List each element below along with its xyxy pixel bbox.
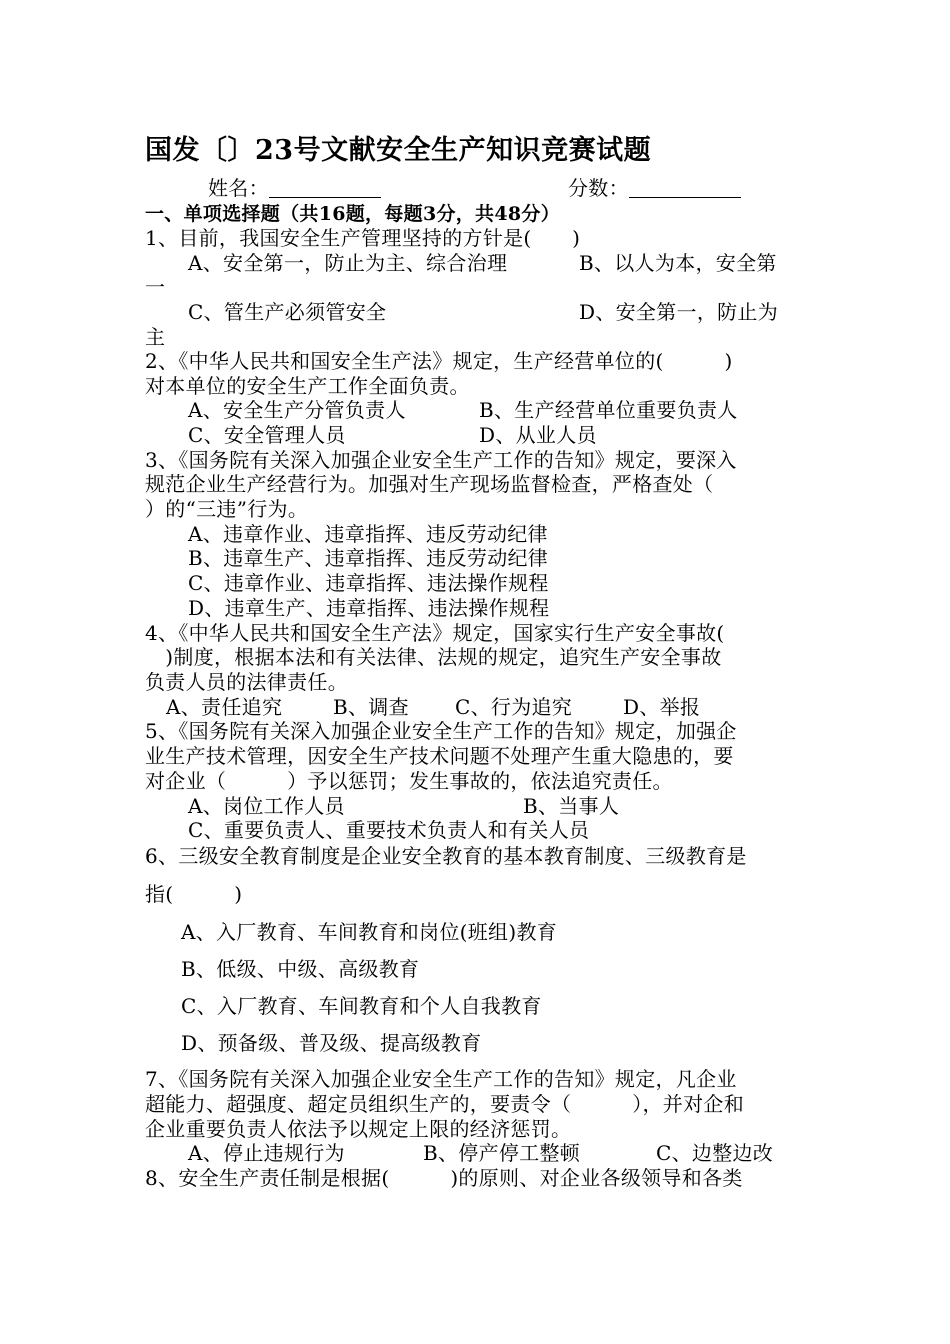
question-4-option-d: D、举报 (623, 695, 701, 719)
question-5-stem-line-1: 5、《国务院有关深入加强企业安全生产工作的告知》规定，加强企 (145, 719, 737, 743)
question-2-option-c: C、安全管理人员 (188, 423, 346, 447)
question-3-stem-line-1: 3、《国务院有关深入加强企业安全生产工作的告知》规定，要深入 (145, 448, 737, 472)
question-3-stem-line-2: 规范企业生产经营行为。加强对生产现场监督检查，严格查处（ (145, 472, 714, 496)
question-3-option-b: B、违章生产、违章指挥、违反劳动纪律 (188, 546, 549, 570)
question-7-stem-line-1: 7、《国务院有关深入加强企业安全生产工作的告知》规定，凡企业 (145, 1067, 737, 1091)
question-3-stem-line-3: ）的“三违”行为。 (145, 497, 309, 521)
score-blank (629, 177, 741, 198)
question-5-option-b: B、当事人 (523, 794, 620, 818)
question-6-stem-line-1: 6、三级安全教育制度是企业安全教育的基本教育制度、三级教育是 (145, 844, 747, 868)
question-6-option-c: C、入厂教育、车间教育和个人自我教育 (181, 994, 542, 1018)
question-5-option-c: C、重要负责人、重要技术负责人和有关人员 (188, 818, 590, 842)
question-1-option-d-wrap: 主 (145, 325, 166, 349)
question-4-option-a: A、责任追究 (166, 695, 283, 719)
question-6-option-a: A、入厂教育、车间教育和岗位(班组)教育 (181, 920, 558, 944)
question-6-option-b: B、低级、中级、高级教育 (181, 957, 420, 981)
question-2-stem-line-2: 对本单位的安全生产工作全面负责。 (145, 374, 470, 398)
question-1-option-d: D、安全第一，防止为 (579, 300, 779, 324)
question-8-stem-line-1: 8、安全生产责任制是根据( )的原则、对企业各级领导和各类 (145, 1166, 743, 1190)
question-4-stem-line-1: 4、《中华人民共和国安全生产法》规定，国家实行生产安全事故( (145, 621, 725, 645)
question-5-stem-line-3: 对企业（ ）予以惩罚；发生事故的，依法追究责任。 (145, 769, 673, 793)
question-7-stem-line-2: 超能力、超强度、超定员组织生产的，要责令（ ），并对企和 (145, 1092, 744, 1116)
document-title: 国发〔〕23号文献安全生产知识竞赛试题 (145, 135, 652, 166)
question-2-option-d: D、从业人员 (479, 423, 597, 447)
question-1-option-b-wrap: 一 (145, 275, 166, 299)
question-4-option-b: B、调查 (333, 695, 409, 719)
question-2-option-b: B、生产经营单位重要负责人 (479, 398, 738, 422)
name-blank (269, 177, 381, 198)
question-1-option-a: A、安全第一，防止为主、综合治理 (188, 251, 508, 275)
score-field (568, 176, 741, 200)
question-7-option-b: B、停产停工整顿 (423, 1141, 581, 1165)
question-7-stem-line-3: 企业重要负责人依法予以规定上限的经济惩罚。 (145, 1117, 572, 1141)
question-4-stem-line-2: )制度，根据本法和有关法律、法规的规定，追究生产安全事故 (145, 645, 722, 669)
question-7-option-a: A、停止违规行为 (188, 1141, 345, 1165)
question-2-stem-line-1: 2、《中华人民共和国安全生产法》规定，生产经营单位的( ) (145, 349, 733, 373)
section-heading: 一、单项选择题（共16题，每题3分，共48分） (145, 203, 561, 225)
question-3-option-d: D、违章生产、违章指挥、违法操作规程 (188, 596, 550, 620)
question-1-stem: 1、目前，我国安全生产管理坚持的方针是( ) (145, 226, 581, 250)
question-4-stem-line-3: 负责人员的法律责任。 (145, 670, 348, 694)
question-5-option-a: A、岗位工作人员 (188, 794, 345, 818)
question-1-option-c: C、管生产必须管安全 (188, 300, 387, 324)
question-1-option-b: B、以人为本，安全第 (579, 251, 777, 275)
question-6-stem-line-2: 指( ) (145, 882, 243, 906)
question-2-option-a: A、安全生产分管负责人 (188, 398, 406, 422)
name-label: 姓名： (208, 176, 269, 200)
question-3-option-c: C、违章作业、违章指挥、违法操作规程 (188, 571, 549, 595)
question-3-option-a: A、违章作业、违章指挥、违反劳动纪律 (188, 522, 548, 546)
score-label: 分数： (568, 176, 629, 200)
question-4-option-c: C、行为追究 (455, 695, 573, 719)
question-6-option-d: D、预备级、普及级、提高级教育 (181, 1031, 482, 1055)
name-field (208, 176, 381, 200)
question-7-option-c: C、边整边改 (656, 1141, 774, 1165)
question-5-stem-line-2: 业生产技术管理，因安全生产技术问题不处理产生重大隐患的，要 (145, 744, 734, 768)
